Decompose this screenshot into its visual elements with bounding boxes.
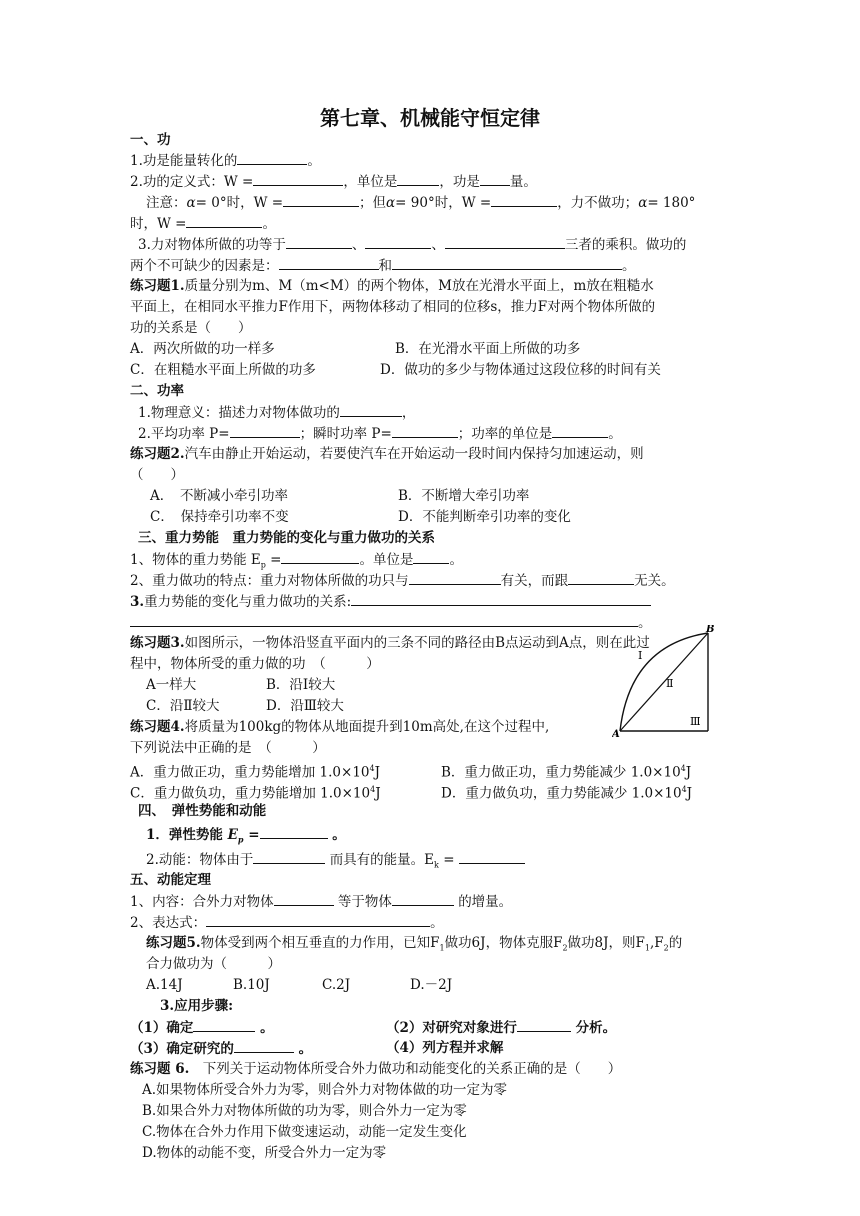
line-4-1: 1．弹性势能 $E_p$ = 。 xyxy=(146,824,346,850)
exercise-1-option-a: A．两次所做的功一样多 xyxy=(130,341,275,357)
exercise-3-line-2: 程中，物体所受的重力做的功 （ ） xyxy=(130,656,380,672)
label-path-ii: Ⅱ xyxy=(666,677,674,690)
exercise-2-option-c: C． 保持牵引功率不变 xyxy=(150,509,289,525)
exercise-5-option-b: B.10J xyxy=(233,977,270,993)
section-heading-gravity-pe: 三、重力势能 重力势能的变化与重力做功的关系 xyxy=(138,530,435,546)
step-1: （1）确定 。 xyxy=(130,1017,274,1038)
line-1-2: 2.功的定义式：W = ，单位是 ，功是 量。 xyxy=(130,171,537,192)
exercise-5: 练习题5.物体受到两个相互垂直的力作用，已知$F_1$做功6J，物体克服$F_2$做功8J，则$F_1,F_2$的 xyxy=(146,935,683,953)
exercise-1-line-2: 平面上，在相同水平推力F作用下，两物体移动了相同的位移s，推力F对两个物体所做的 xyxy=(130,299,656,315)
paths-diagram xyxy=(612,625,718,737)
exercise-3-option-a: A一样大 xyxy=(146,677,197,693)
line-5-1: 1、内容：合外力对物体 等于物体 的增量。 xyxy=(130,891,512,912)
exercise-5-option-a: A.14J xyxy=(146,977,183,993)
exercise-6-option-d: D.物体的动能不变，所受合外力一定为零 xyxy=(142,1145,387,1161)
section-heading-work: 一、功 xyxy=(130,132,171,148)
step-3: （3）确定研究的 。 xyxy=(130,1038,312,1059)
exercise-4: 练习题4.将质量为100kg的物体从地面提升到10m高处,在这个过程中, xyxy=(130,719,550,735)
exercise-2-line-2: （ ） xyxy=(130,467,184,483)
exercise-5-option-d: D.－2J xyxy=(410,977,453,993)
exercise-2-option-d: D．不能判断牵引功率的变化 xyxy=(398,509,571,525)
exercise-5-line-2: 合力做功为（ ） xyxy=(146,956,281,972)
exercise-3-option-b: B．沿Ⅰ较大 xyxy=(266,677,336,693)
section-heading-kinetic-theorem: 五、动能定理 xyxy=(130,872,211,888)
section-heading-power: 二、功率 xyxy=(130,383,184,399)
label-point-a: A xyxy=(612,729,620,737)
exercise-4-option-a: A．重力做正功，重力势能增加 $1.0\times 10^4J$ xyxy=(130,764,381,781)
page-title: 第七章、机械能守恒定律 xyxy=(320,106,540,130)
exercise-1: 练习题1.质量分别为m、M（m<M）的两个物体，M放在光滑水平面上，m放在粗糙水 xyxy=(130,278,654,294)
line-1-1: 1.功是能量转化的 。 xyxy=(130,150,321,171)
application-steps-heading: 3.应用步骤: xyxy=(160,998,234,1014)
exercise-3-option-c: C．沿Ⅱ较大 xyxy=(146,698,220,714)
line-3-3: 3.重力势能的变化与重力做功的关系: xyxy=(130,591,651,612)
exercise-2-option-b: B．不断增大牵引功率 xyxy=(398,488,530,504)
exercise-2-option-a: A． 不断减小牵引功率 xyxy=(150,488,288,504)
line-2-1: 1.物理意义：描述力对物体做功的 ， xyxy=(138,402,415,423)
label-path-i: Ⅰ xyxy=(638,649,643,662)
line-2-2: 2.平均功率 P= ；瞬时功率 P= ；功率的单位是 。 xyxy=(138,423,622,444)
line-5-2: 2、表达式： 。 xyxy=(130,912,444,933)
step-4: （4）列方程并求解 xyxy=(386,1040,504,1056)
exercise-1-option-c: C．在粗糙水平面上所做的功多 xyxy=(130,362,316,378)
line-3-2: 2、重力做功的特点：重力对物体所做的功只与 有关，而跟 无关。 xyxy=(130,570,675,591)
exercise-1-option-d: D．做功的多少与物体通过这段位移的时间有关 xyxy=(380,362,661,378)
line-3-1: 1、物体的重力势能 $E_p$ = 。单位是 。 xyxy=(130,549,463,576)
exercise-6: 练习题 6. 下列关于运动物体所受合外力做功和动能变化的关系正确的是（ ） xyxy=(130,1061,622,1077)
exercise-4-option-b: B．重力做正功，重力势能减少 $1.0\times 10^4J$ xyxy=(441,764,692,781)
exercise-4-option-c: C．重力做负功，重力势能增加 $1.0\times 10^4J$ xyxy=(130,785,381,802)
section-heading-elastic-kinetic: 四、 弹性势能和动能 xyxy=(138,803,267,819)
exercise-6-option-b: B.如果合外力对物体所做的功为零，则合外力一定为零 xyxy=(142,1103,467,1119)
line-1-3: 3.力对物体所做的功等于 、 、 三者的乘积。做功的 xyxy=(138,234,686,255)
exercise-2: 练习题2.汽车由静止开始运动，若要使汽车在开始运动一段时间内保持匀加速运动，则 xyxy=(130,446,644,462)
exercise-4-line-2: 下列说法中正确的是 （ ） xyxy=(130,740,326,756)
exercise-5-option-c: C.2J xyxy=(322,977,351,993)
label-point-b: B xyxy=(706,625,715,635)
exercise-1-line-3: 功的关系是（ ） xyxy=(130,320,252,336)
exercise-4-option-d: D．重力做负功，重力势能减少 $1.0\times 10^4J$ xyxy=(441,785,693,802)
exercise-1-option-b: B．在光滑水平面上所做的功多 xyxy=(395,341,581,357)
exercise-6-option-a: A.如果物体所受合外力为零，则合外力对物体做的功一定为零 xyxy=(142,1082,508,1098)
step-2: （2）对研究对象进行 分析。 xyxy=(386,1017,616,1038)
label-path-iii: Ⅲ xyxy=(690,715,701,728)
exercise-3: 练习题3.如图所示，一物体沿竖直平面内的三条不同的路径由B点运动到A点，则在此过 xyxy=(130,635,650,651)
line-1-note-2: 时，W = 。 xyxy=(130,213,276,234)
line-1-4: 两个不可缺少的因素是： 和 。 xyxy=(130,255,636,276)
line-3-4: 。 xyxy=(130,612,652,633)
exercise-3-option-d: D．沿Ⅲ较大 xyxy=(266,698,344,714)
line-4-2: 2.动能：物体由于 而具有的能量。$E_k$ = xyxy=(146,849,525,876)
line-1-note: 注意：α= 0°时，W = ；但α= 90°时，W = ，力不做功；α= 180° xyxy=(146,192,695,213)
exercise-6-option-c: C.物体在合外力作用下做变速运动，动能一定发生变化 xyxy=(142,1124,467,1140)
